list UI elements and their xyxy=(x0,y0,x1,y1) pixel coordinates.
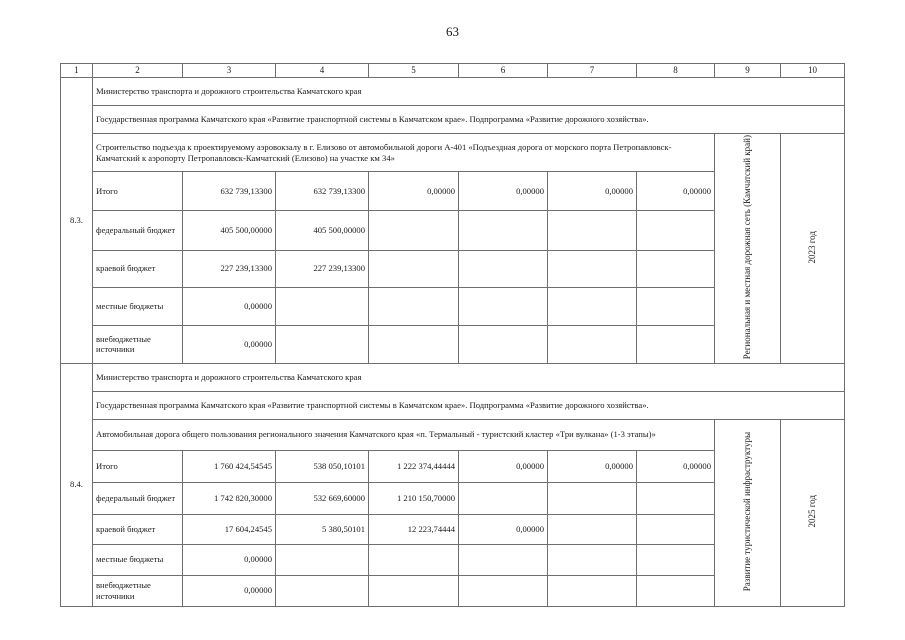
value-cell xyxy=(276,287,369,325)
value-cell xyxy=(369,211,459,250)
investment-table xyxy=(60,63,845,607)
row-label: местные бюджеты xyxy=(93,544,183,575)
column-number: 2 xyxy=(93,64,183,78)
value-cell: 0,00000 xyxy=(637,450,715,482)
value-cell xyxy=(459,250,548,287)
value-cell xyxy=(548,211,637,250)
value-cell xyxy=(276,575,369,606)
value-cell xyxy=(637,250,715,287)
value-cell xyxy=(276,325,369,363)
value-cell xyxy=(369,575,459,606)
row-label: внебюджетные источники xyxy=(93,325,183,363)
object-row xyxy=(61,134,845,172)
direction-cell xyxy=(715,419,781,606)
program-row xyxy=(61,391,845,419)
value-cell: 1 760 424,54545 xyxy=(183,450,276,482)
column-number: 1 xyxy=(61,64,93,78)
value-cell xyxy=(637,211,715,250)
value-cell: 632 739,13300 xyxy=(276,172,369,211)
value-cell: 405 500,00000 xyxy=(276,211,369,250)
value-cell: 227 239,13300 xyxy=(276,250,369,287)
value-cell xyxy=(459,287,548,325)
value-cell xyxy=(369,325,459,363)
column-number: 7 xyxy=(548,64,637,78)
value-cell xyxy=(459,575,548,606)
year-text: 2023 год xyxy=(807,230,818,264)
value-cell xyxy=(548,287,637,325)
ministry-name: Министерство транспорта и дорожного строительства Камчатского края xyxy=(93,78,845,106)
value-cell xyxy=(548,482,637,514)
value-cell: 0,00000 xyxy=(369,172,459,211)
value-cell: 0,00000 xyxy=(183,575,276,606)
column-number: 8 xyxy=(637,64,715,78)
column-number: 5 xyxy=(369,64,459,78)
column-number: 10 xyxy=(781,64,845,78)
direction-cell xyxy=(715,134,781,364)
program-row xyxy=(61,106,845,134)
value-cell xyxy=(459,482,548,514)
value-cell: 0,00000 xyxy=(459,172,548,211)
column-number-row xyxy=(61,64,845,78)
value-cell: 227 239,13300 xyxy=(183,250,276,287)
value-cell: 17 604,24545 xyxy=(183,514,276,544)
year-cell xyxy=(781,134,845,364)
value-cell: 0,00000 xyxy=(183,287,276,325)
value-cell xyxy=(548,514,637,544)
value-cell: 0,00000 xyxy=(459,450,548,482)
row-label: Итого xyxy=(93,450,183,482)
section-number: 8.3. xyxy=(61,78,93,364)
row-label: краевой бюджет xyxy=(93,514,183,544)
section-number: 8.4. xyxy=(61,363,93,606)
row-label: Итого xyxy=(93,172,183,211)
value-cell: 0,00000 xyxy=(459,514,548,544)
value-cell xyxy=(459,544,548,575)
column-number: 3 xyxy=(183,64,276,78)
value-cell xyxy=(369,544,459,575)
value-cell xyxy=(637,482,715,514)
value-cell xyxy=(459,211,548,250)
object-row xyxy=(61,419,845,450)
value-cell: 632 739,13300 xyxy=(183,172,276,211)
value-cell: 532 669,60000 xyxy=(276,482,369,514)
row-label: внебюджетные источники xyxy=(93,575,183,606)
program-name: Государственная программа Камчатского края «Развитие транспортной системы в Камчатском крае». Подпрограмма «Развитие дорожного хозяйства». xyxy=(93,106,845,134)
object-name: Строительство подъезда к проектируемому аэровокзалу в г. Елизово от автомобильной дороги А-401 «Подъездная дорога от морского порта Петропавловск-Камчатский к аэропорту Петропавловск-Камчатский (Елизово) на участке км 34» xyxy=(93,134,715,172)
value-cell xyxy=(637,575,715,606)
direction-text: Развитие туристической инфраструктуры xyxy=(742,431,753,592)
column-number: 4 xyxy=(276,64,369,78)
value-cell: 538 050,10101 xyxy=(276,450,369,482)
ministry-row xyxy=(61,363,845,391)
value-cell: 1 210 150,70000 xyxy=(369,482,459,514)
value-cell: 405 500,00000 xyxy=(183,211,276,250)
row-label: федеральный бюджет xyxy=(93,482,183,514)
year-text: 2025 год xyxy=(807,495,818,528)
value-cell: 0,00000 xyxy=(183,544,276,575)
value-cell: 12 223,74444 xyxy=(369,514,459,544)
direction-text: Региональная и местная дорожная сеть (Камчатский край) xyxy=(742,135,753,360)
value-cell: 1 222 374,44444 xyxy=(369,450,459,482)
column-number: 6 xyxy=(459,64,548,78)
page-number: 63 xyxy=(446,24,459,39)
row-label: краевой бюджет xyxy=(93,250,183,287)
program-name: Государственная программа Камчатского края «Развитие транспортной системы в Камчатском крае». Подпрограмма «Развитие дорожного хозяйства». xyxy=(93,391,845,419)
value-cell: 0,00000 xyxy=(548,172,637,211)
value-cell xyxy=(637,544,715,575)
value-cell xyxy=(637,514,715,544)
value-cell xyxy=(369,250,459,287)
value-cell xyxy=(548,325,637,363)
row-label: местные бюджеты xyxy=(93,287,183,325)
value-cell: 0,00000 xyxy=(183,325,276,363)
year-cell xyxy=(781,419,845,606)
value-cell xyxy=(548,250,637,287)
value-cell xyxy=(276,544,369,575)
row-label: федеральный бюджет xyxy=(93,211,183,250)
column-number: 9 xyxy=(715,64,781,78)
ministry-name: Министерство транспорта и дорожного строительства Камчатского края xyxy=(93,363,845,391)
value-cell xyxy=(369,287,459,325)
ministry-row xyxy=(61,78,845,106)
value-cell xyxy=(637,325,715,363)
value-cell: 0,00000 xyxy=(637,172,715,211)
value-cell: 1 742 820,30000 xyxy=(183,482,276,514)
value-cell xyxy=(548,575,637,606)
value-cell xyxy=(637,287,715,325)
value-cell xyxy=(548,544,637,575)
value-cell xyxy=(459,325,548,363)
object-name: Автомобильная дорога общего пользования регионального значения Камчатского края «п. Термальный - туристский кластер «Три вулкана» (1-3 этапы)» xyxy=(93,419,715,450)
value-cell: 5 380,50101 xyxy=(276,514,369,544)
value-cell: 0,00000 xyxy=(548,450,637,482)
